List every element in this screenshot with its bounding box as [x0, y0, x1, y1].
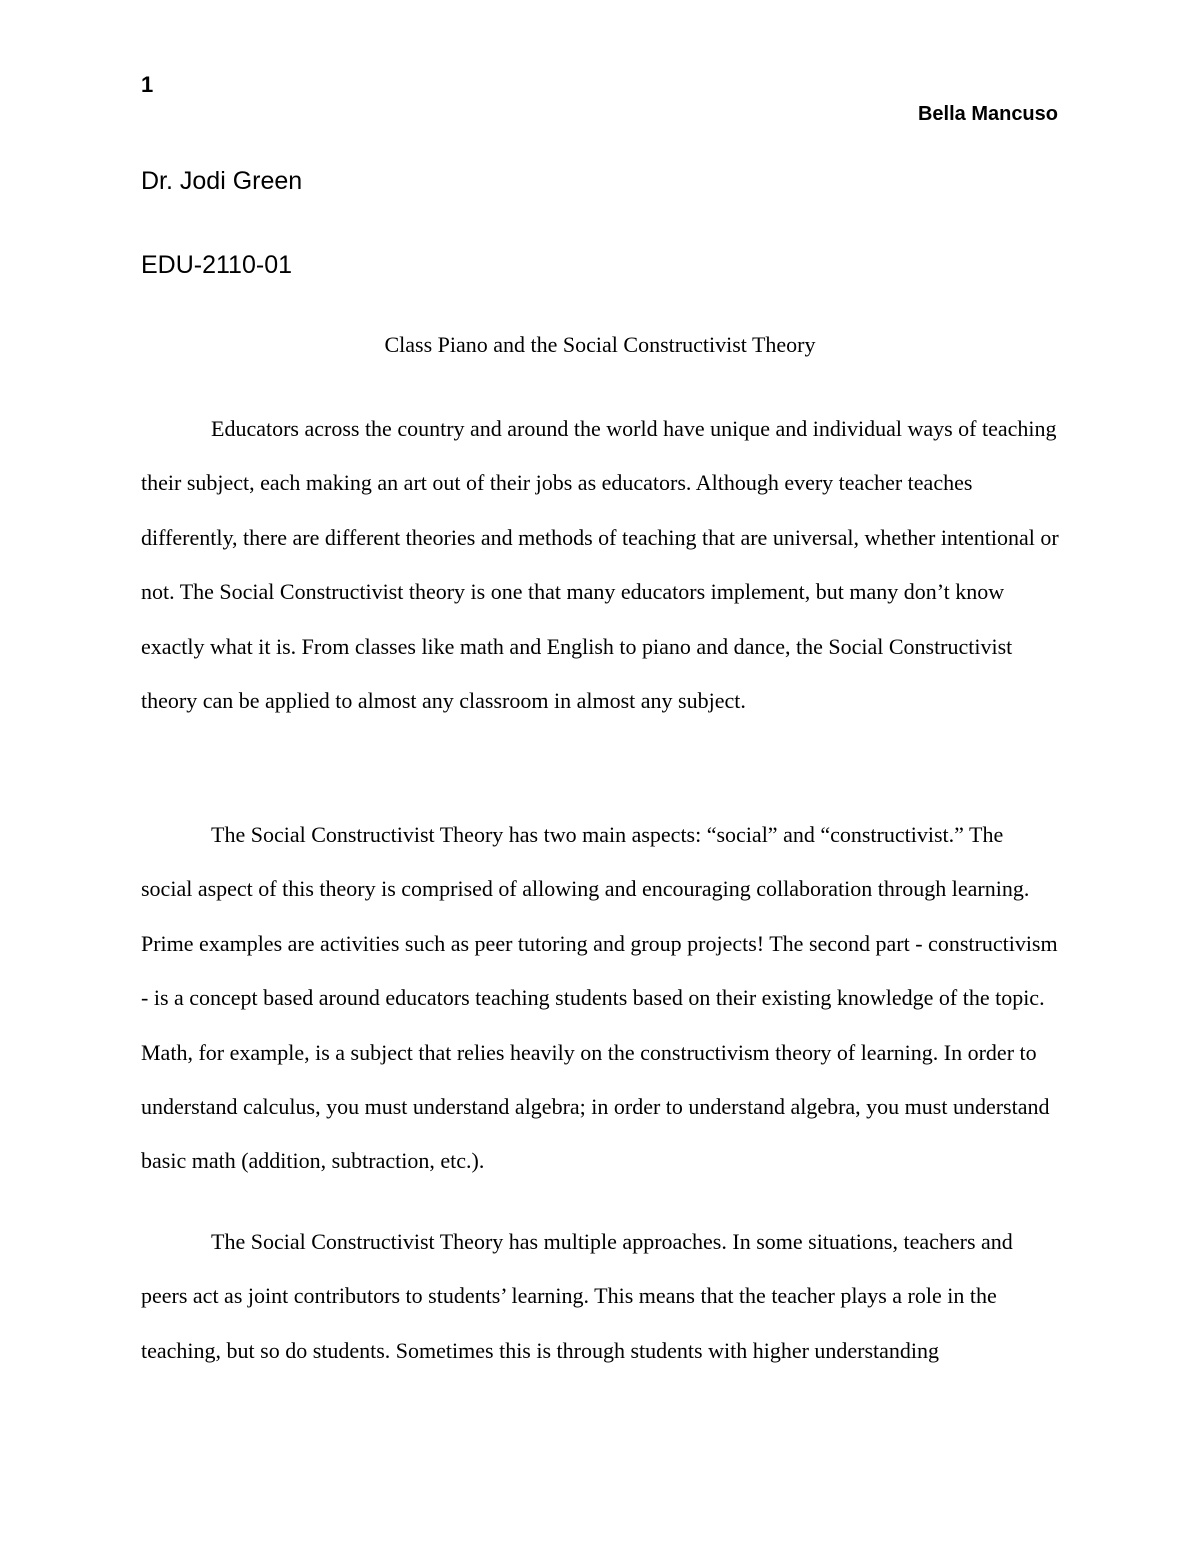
- document-title: Class Piano and the Social Constructivist Theory: [384, 332, 816, 357]
- body-paragraph-3: The Social Constructivist Theory has multiple approaches. In some situations, teachers and peers act as joint contributors to students’ learning. This means that the teacher plays a role in the teaching, but so do students. Sometimes this is through students with higher understanding: [141, 1229, 1013, 1363]
- author-name: Bella Mancuso: [917, 103, 1058, 125]
- instructor-name: Dr. Jodi Green: [141, 167, 303, 195]
- course-code: EDU-2110-01: [141, 251, 293, 279]
- page-number: 1: [141, 72, 154, 97]
- body-paragraph-2: The Social Constructivist Theory has two main aspects: “social” and “constructivist.” The social aspect of this theory is comprised of allowing and encouraging collaboration through learning. Prime examples are activities such as peer tutoring and group projects! The second part - constructivism - is a concept based around educators teaching students based on their existing knowledge of the topic. Math, for example, is a subject that relies heavily on the constructivism theory of learning. In order to understand calculus, you must understand algebra; in order to understand algebra, you must understand basic math (addition, subtraction, etc.).: [141, 822, 1058, 1174]
- body-paragraph-1: Educators across the country and around the world have unique and individual ways of teaching their subject, each making an art out of their jobs as educators. Although every teacher teaches differently, there are different theories and methods of teaching that are universal, whether intentional or not. The Social Constructivist theory is one that many educators implement, but many don’t know exactly what it is. From classes like math and English to piano and dance, the Social Constructivist theory can be applied to almost any classroom in almost any subject.: [141, 416, 1059, 714]
